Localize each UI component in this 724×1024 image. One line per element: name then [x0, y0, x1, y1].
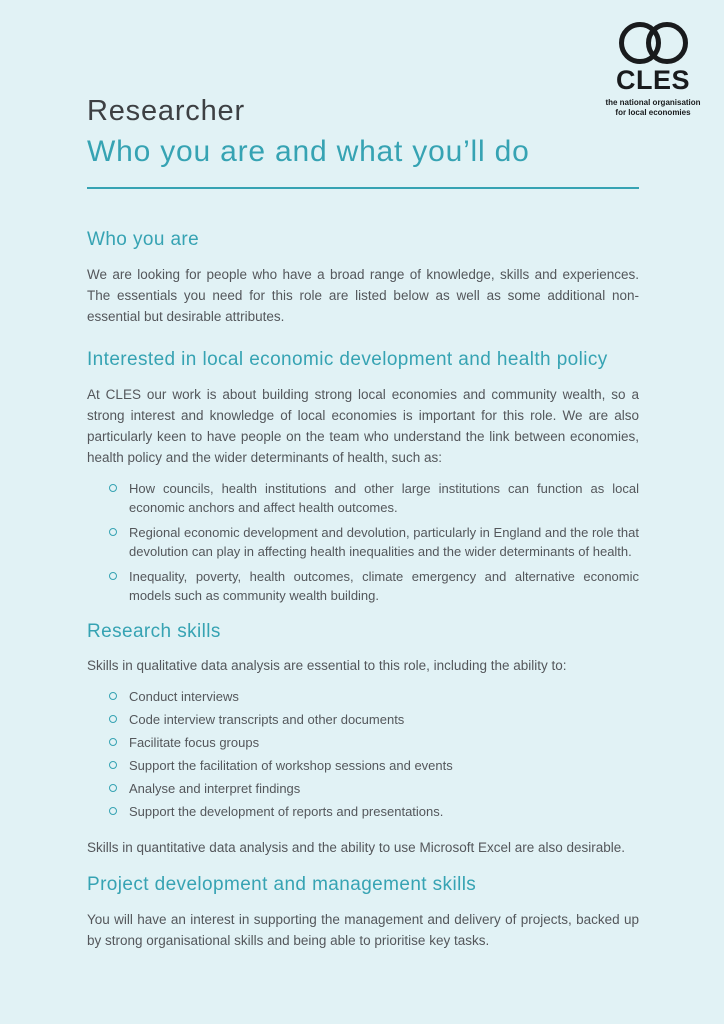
section-heading: Interested in local economic development and health policy	[87, 348, 608, 370]
list-item-text: Conduct interviews	[129, 689, 239, 705]
page-subtitle: Who you are and what you’ll do	[87, 135, 530, 169]
list-item	[87, 733, 639, 752]
list-item	[87, 523, 639, 561]
bullet-circle-icon	[109, 572, 117, 580]
research-skills-bullet-list	[87, 687, 639, 821]
list-item	[87, 779, 639, 798]
logo-tagline-line2: for local economies	[615, 108, 691, 117]
main-content	[87, 95, 639, 951]
list-item	[87, 710, 639, 729]
list-item	[87, 479, 639, 517]
section-who-you-are	[87, 229, 639, 327]
logo-wordmark: CLES	[615, 65, 690, 95]
list-item	[87, 687, 639, 706]
ring-right-icon	[646, 22, 688, 64]
bullet-circle-icon	[109, 807, 117, 815]
list-item	[87, 567, 639, 605]
list-item-text: Support the development of reports and presentations.	[129, 804, 444, 820]
section-paragraph: We are looking for people who have a broad range of knowledge, skills and experiences. The essentials you need for this role are listed below as well as some additional non-essential but desirable attributes.	[87, 266, 639, 324]
list-item	[87, 756, 639, 775]
section-footer-paragraph: Skills in quantitative data analysis and the ability to use Microsoft Excel are also desirable.	[87, 840, 626, 856]
list-item-text: Inequality, poverty, health outcomes, climate emergency and alternative economic models such as community wealth building.	[129, 568, 639, 603]
bullet-circle-icon	[109, 715, 117, 723]
section-paragraph: At CLES our work is about building strong local economies and community wealth, so a strong interest and knowledge of local economies is important for this role. We are also particularly keen to have people on the team who understand the link between economies, health policy and the wider determinants of health, such as:	[87, 386, 639, 465]
list-item-text: Analyse and interpret findings	[129, 781, 301, 797]
bullet-circle-icon	[109, 761, 117, 769]
list-item	[87, 802, 639, 821]
list-item-text: Regional economic development and devolution, particularly in England and the role that devolution can play in affecting health inequalities and the wider determinants of health.	[129, 524, 639, 559]
section-paragraph: Skills in qualitative data analysis are essential to this role, including the ability to:	[87, 658, 567, 674]
section-heading: Research skills	[87, 620, 221, 642]
logo-tagline-line1: the national organisation	[605, 98, 701, 107]
bullet-circle-icon	[109, 738, 117, 746]
bullet-circle-icon	[109, 528, 117, 536]
bullet-circle-icon	[109, 784, 117, 792]
overlapping-rings-icon	[592, 22, 714, 64]
list-item-text: How councils, health institutions and other large institutions can function as local economic anchors and affect health outcomes.	[129, 480, 639, 515]
page-title: Researcher	[87, 95, 245, 127]
list-item-text: Code interview transcripts and other documents	[129, 712, 405, 728]
interest-bullet-list	[87, 479, 639, 605]
bullet-circle-icon	[109, 692, 117, 700]
section-paragraph: You will have an interest in supporting the management and delivery of projects, backed up by strong organisational skills and being able to prioritise key tasks.	[87, 912, 639, 949]
section-heading: Who you are	[87, 228, 200, 250]
list-item-text: Facilitate focus groups	[129, 735, 260, 751]
bullet-circle-icon	[109, 484, 117, 492]
section-research-skills	[87, 621, 639, 859]
section-project-management	[87, 874, 639, 951]
list-item-text: Support the facilitation of workshop sessions and events	[129, 758, 453, 774]
section-heading: Project development and management skills	[87, 874, 477, 896]
title-divider	[87, 187, 639, 189]
section-interest-local-economy	[87, 349, 639, 605]
